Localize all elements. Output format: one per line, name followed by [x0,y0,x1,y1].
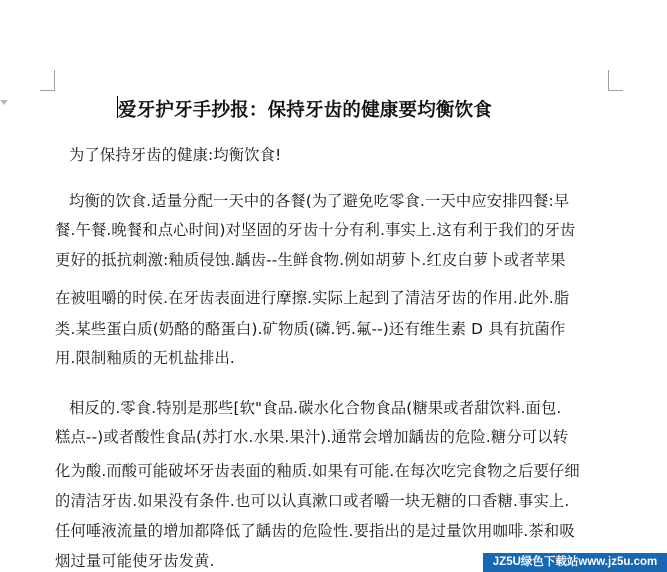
document-title[interactable]: 爱牙护牙手抄报：保持牙齿的健康要均衡饮食 [118,100,493,121]
para1-line-1[interactable]: 均衡的饮食.适量分配一天中的各餐(为了避免吃零食.一天中应安排四餐:早 [69,192,570,210]
para1-line-6[interactable]: 用.限制釉质的无机盐排出. [55,349,235,367]
para1-line-3[interactable]: 更好的抵抗刺激:釉质侵蚀.龋齿--生鲜食物.例如胡萝卜.红皮白萝卜或者苹果 [55,251,566,269]
para1-line-4[interactable]: 在被咀嚼的时侯.在牙齿表面进行摩擦.实际上起到了清洁牙齿的作用.此外.脂 [55,289,570,307]
intro-line[interactable]: 为了保持牙齿的健康:均衡饮食! [69,146,282,164]
para2-line-5[interactable]: 任何唾液流量的增加都降低了龋齿的危险性.要指出的是过量饮用咖啡.茶和吸 [55,522,575,540]
para1-line-5[interactable]: 类.某些蛋白质(奶酪的酪蛋白).矿物质(磷.钙.氟--)还有维生素 D 具有抗菌作 [55,320,566,338]
crop-mark-top-right [608,70,623,91]
para2-line-4[interactable]: 的清洁牙齿.如果没有条件.也可以认真漱口或者嚼一块无糖的口香糖.事实上. [55,492,570,510]
para2-line-6[interactable]: 烟过量可能使牙齿发黄. [55,552,215,570]
para1-line-2[interactable]: 餐.午餐.晚餐和点心时间)对坚固的牙齿十分有利.事实上.这有利于我们的牙齿 [55,221,576,239]
para2-line-1[interactable]: 相反的.零食.特别是那些[软"食品.碳水化合物食品(糖果或者甜饮料.面包. [69,399,562,417]
para2-line-2[interactable]: 糕点--)或者酸性食品(苏打水.水果.果汁).通常会增加龋齿的危险.糖分可以转 [55,428,569,446]
watermark-banner: JZ5U绿色下载站www.jz5u.com [483,553,667,572]
para2-line-3[interactable]: 化为酸.而酸可能破坏牙齿表面的釉质.如果有可能.在每次吃完食物之后要仔细 [55,462,580,480]
crop-mark-top-left [40,70,55,91]
indent-marker-icon [0,100,8,105]
